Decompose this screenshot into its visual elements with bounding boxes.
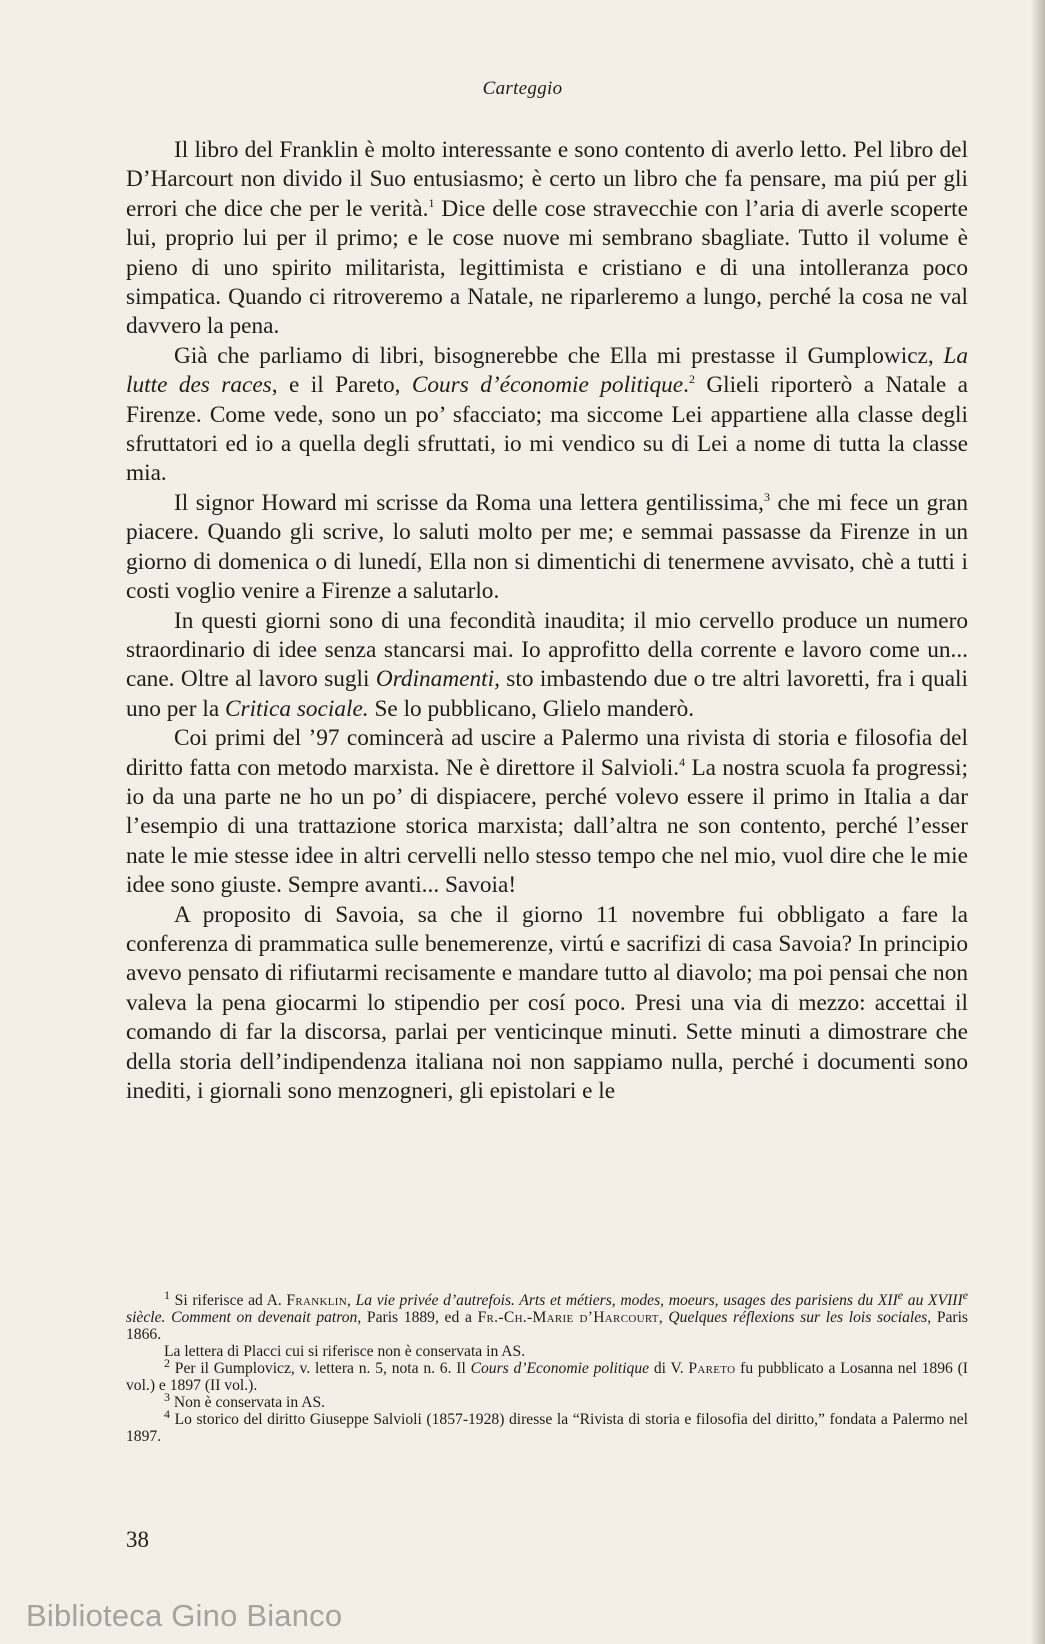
cited-title: La vie privée d’autrefois. Arts et métiers, modes, moeurs, usages des parisiens du XII [355, 1292, 898, 1309]
paragraph-5 [126, 724, 968, 900]
cited-title: Cours d’Economie politique [470, 1360, 650, 1377]
paragraph-text: . [683, 372, 689, 399]
footnote-number: 3 [164, 1389, 170, 1404]
footnotes [126, 1287, 969, 1445]
paragraph-2 [126, 342, 968, 489]
superscript: e [897, 1287, 904, 1302]
library-watermark: Biblioteca Gino Bianco [26, 1598, 343, 1633]
paragraph-3 [126, 489, 968, 607]
footnote-number: 1 [164, 1287, 170, 1302]
footnote-2 [126, 1355, 968, 1394]
paragraph-text: Glieli riporterò a Natale a Firenze. Come vede, sono un po’ sfacciato; ma siccome Lei appartiene alla classe degli sfruttatori ed io a quella degli sfruttati, io mi vendico su di Lei a nome di tutta la classe mia. [126, 372, 968, 487]
book-title: La lutte des races [126, 342, 968, 399]
footnote-ref[interactable]: 1 [428, 196, 435, 211]
book-title: Cours d’économie politique [411, 372, 684, 399]
paragraph-text: In questi giorni sono di una fecondità inaudita; il mio cervello produce un numero straordinario di idee senza stancarsi mai. Io approfitto della corrente e lavoro come un... cane. Oltre al lavoro sugli [126, 607, 968, 693]
footnote-number: 2 [164, 1355, 170, 1370]
journal-title: Critica sociale. [224, 695, 369, 722]
letter-body [126, 136, 968, 1106]
paragraph-text: che mi fece un gran piacere. Quando gli scrive, lo saluti molto per me; e semmai passasse da Firenze in un giorno di domenica o di lunedí, Ella non si dimentichi di tenermene avvisato, chè a tutti i costi voglio venire a Firenze a salutarlo. [126, 489, 969, 605]
cited-title: siècle. Comment on devenait patron [126, 1309, 358, 1326]
paragraph-text: Coi primi del ’97 comincerà ad uscire a Palermo una rivista di storia e filosofia del diritto fatta con metodo marxista. Ne è direttore il Salvioli. [126, 725, 968, 781]
footnote-text: , Paris 1889, ed a [357, 1309, 478, 1326]
footnote-text: Lo storico del diritto Giuseppe Salvioli (1857-1928) diresse la “Rivista di storia e filosofia del diritto,” fondata a Palermo nel 1897. [126, 1411, 968, 1445]
footnote-text: , [347, 1292, 356, 1309]
footnote-text: Non è conservata in AS. [170, 1394, 326, 1411]
footnote-1-continued: La lettera di Placci cui si riferisce non è conservata in AS. [164, 1343, 526, 1360]
paragraph-text: Già che parliamo di libri, bisognerebbe che Ella mi prestasse il Gumplowicz, [174, 342, 944, 369]
paragraph-text: Il signor Howard mi scrisse da Roma una lettera gentilissima, [174, 489, 764, 516]
footnote-4 [126, 1406, 968, 1445]
paragraph-text: Il libro del Franklin è molto interessante e sono contento di averlo letto. Pel libro del D’Harcourt non divido il Suo entusiasmo; è certo un libro che fa pensare, ma piú per gli errori che dice che per le verità. [126, 137, 968, 222]
author-name: Fr.-Ch.-Marie d’Harcourt [477, 1309, 659, 1326]
page-number: 38 [126, 1527, 149, 1552]
footnote-text: , [658, 1309, 669, 1326]
footnote-ref[interactable]: 3 [763, 490, 770, 505]
footnote-text: di V. [649, 1360, 689, 1377]
cited-title: au XVIII [903, 1292, 963, 1309]
author-name: Franklin [286, 1292, 347, 1309]
paragraph-text: La nostra scuola fa progressi; io da una parte ne ho un po’ di dispiacere, perché volevo essere il primo in Italia a dar l’esempio di una trattazione storica marxista; dall’altra ne son contento, perché l’esser nate le mie stesse idee in altri cervelli nello stesso tempo che nel mio, vuol dire che le mie idee sono giuste. Sempre avanti... Savoia! [126, 754, 969, 899]
footnote-1 [126, 1287, 969, 1343]
footnote-text: Si riferisce ad A. [170, 1292, 287, 1309]
footnote-text: fu pubblicato a Losanna nel 1896 (I vol.) e 1897 (II vol.). [126, 1360, 968, 1394]
footnote-text: , Paris 1866. [126, 1309, 969, 1343]
page-edge-shadow [1031, 0, 1045, 1644]
work-title: Ordinamenti, [375, 666, 500, 693]
footnote-text: Per il Gumplovicz, v. lettera n. 5, nota n. 6. Il [170, 1360, 471, 1377]
author-name: Pareto [688, 1360, 736, 1377]
cited-title: Quelques réflexions sur les lois sociales [668, 1309, 928, 1326]
paragraph-text: Dice delle cose stravecchie con l’aria di averle scoperte lui, proprio lui per il primo; e le cose nuove mi sembrano sbagliate. Tutto il volume è pieno di uno spirito militarista, legittimista e cristiano e di una intolleranza poco simpatica. Quando ci ritroveremo a Natale, ne riparleremo a lungo, perché la cosa ne val davvero la pena. [126, 195, 968, 340]
footnote-ref[interactable]: 2 [688, 372, 695, 387]
paragraph-text: sto imbastendo due o tre altri lavoretti, fra i quali uno per la [126, 666, 969, 722]
paragraph-1 [126, 136, 968, 342]
paragraph-text: A proposito di Savoia, sa che il giorno 11 novembre fui obbligato a fare la conferenza di prammatica sulle benemerenze, virtú e sacrifizi di casa Savoia? In principio avevo pensato di rifiutarmi recisamente e mandare tutto al diavolo; ma poi pensai che non valeva la pena giocarmi lo stipendio per cosí poco. Presi una via di mezzo: accettai il comando di far la discorsa, parlai per venticinque minuti. Sette minuti a dimostrare che della storia dell’indipendenza italiana noi non sappiamo nulla, perché i documenti sono inediti, i giornali sono menzogneri, gli epistolari e le [126, 901, 968, 1104]
footnote-ref[interactable]: 4 [679, 754, 686, 769]
superscript: e [962, 1287, 969, 1302]
footnote-number: 4 [164, 1406, 170, 1421]
paragraph-4 [126, 607, 968, 725]
paragraph-text: , e il Pareto, [271, 372, 412, 399]
paragraph-text: Se lo pubblicano, Glielo manderò. [368, 695, 695, 722]
running-header: Carteggio [482, 78, 563, 99]
paragraph-6 [126, 901, 968, 1107]
footnote-3 [126, 1389, 968, 1411]
